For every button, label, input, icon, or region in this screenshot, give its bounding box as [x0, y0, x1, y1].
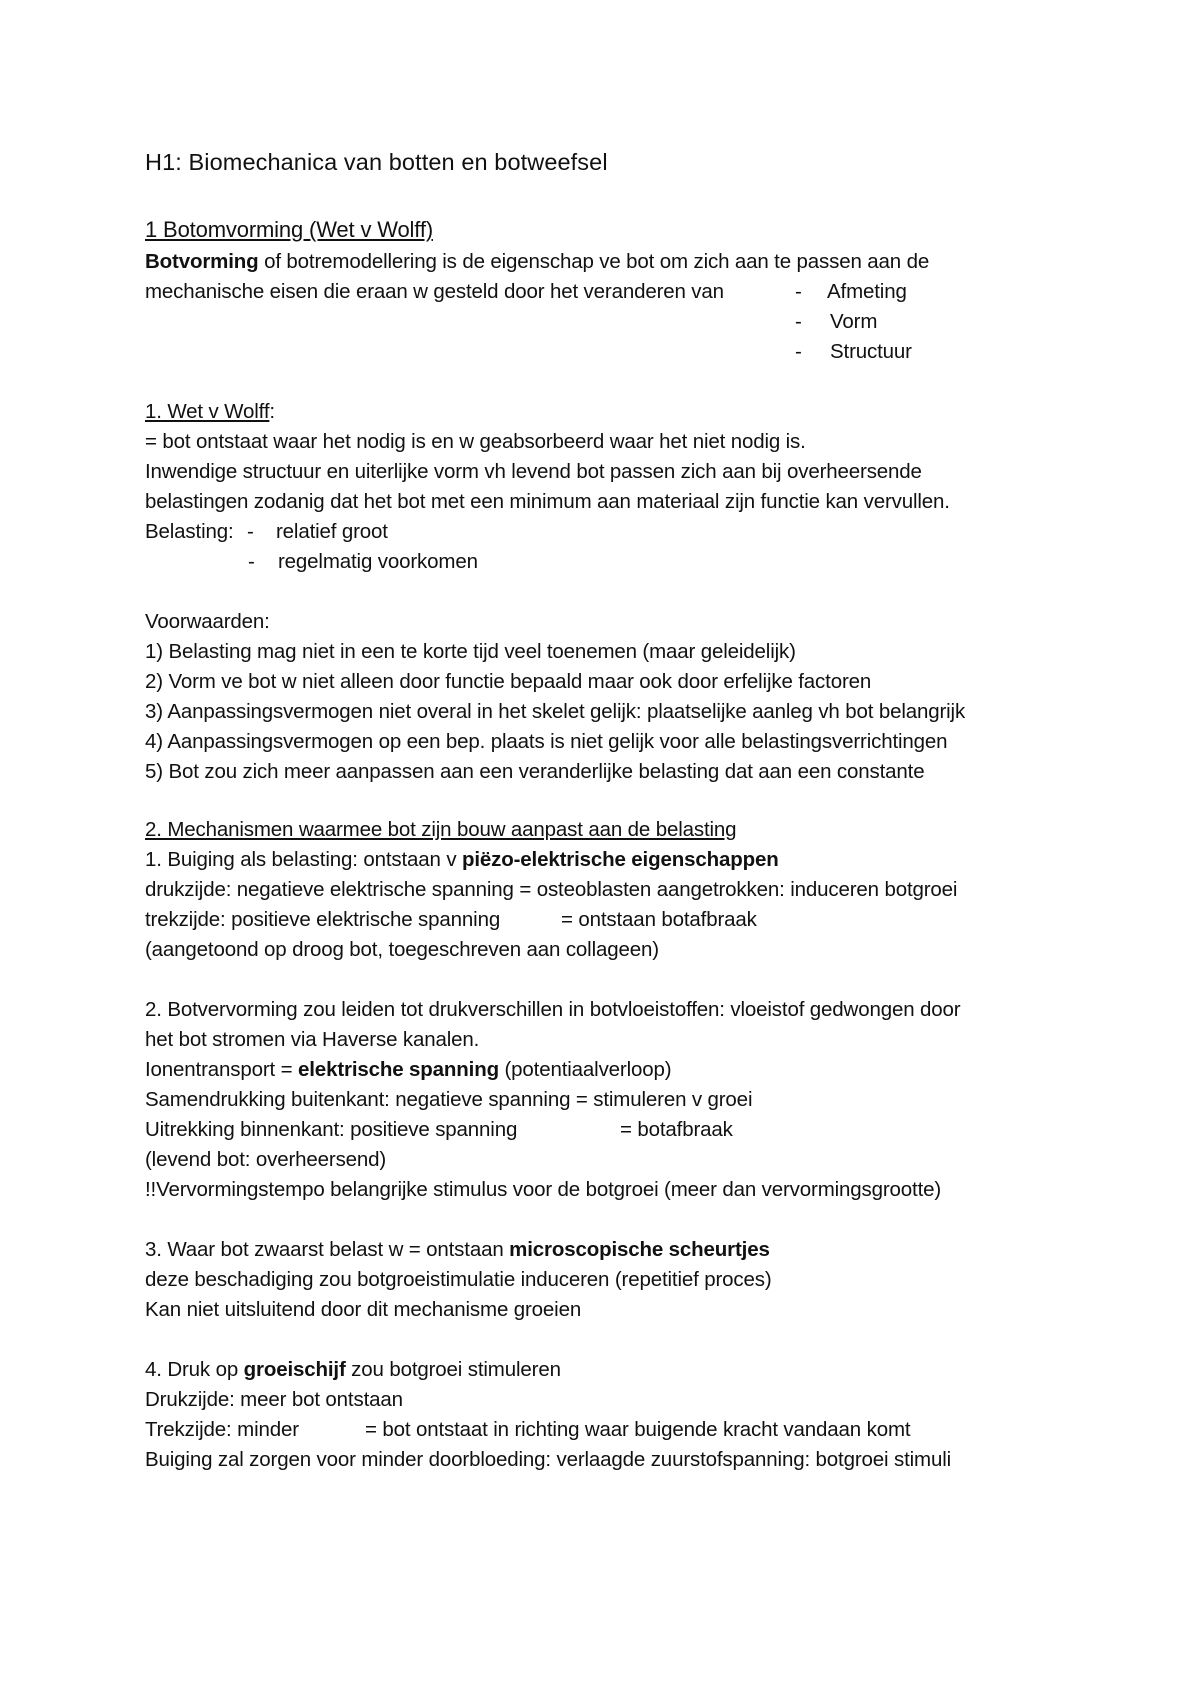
- mechanisme-2-line-5-result: = botafbraak: [620, 1118, 733, 1141]
- mechanisme-4-line-2: Drukzijde: meer bot ontstaan: [145, 1388, 403, 1411]
- voorwaarde-1: 1) Belasting mag niet in een te korte tijd veel toenemen (maar geleidelijk): [145, 640, 796, 663]
- mechanisme-4-line-3-result: = bot ontstaat in richting waar buigende kracht vandaan komt: [365, 1418, 911, 1441]
- wolff-desc-2: belastingen zodanig dat het bot met een minimum aan materiaal zijn functie kan vervullen.: [145, 490, 950, 513]
- term-microscopische-scheurtjes: microscopische scheurtjes: [509, 1238, 770, 1261]
- mechanisme-2-line-5: Uitrekking binnenkant: positieve spanning: [145, 1118, 518, 1141]
- mechanisme-4-line-3: Trekzijde: minder: [145, 1418, 299, 1441]
- mechanisme-4-text-end: zou botgroei stimuleren: [345, 1358, 561, 1381]
- potentiaalverloop-text: (potentiaalverloop): [498, 1058, 672, 1081]
- document-title: H1: Biomechanica van botten en botweefsel: [145, 149, 608, 175]
- term-botvorming: Botvorming: [145, 250, 259, 273]
- mechanisme-1-line-3-result: = ontstaan botafbraak: [561, 908, 757, 931]
- mechanisme-1-line-2: drukzijde: negatieve elektrische spanning = osteoblasten aangetrokken: induceren botgroei: [145, 878, 958, 901]
- intro-line-2: mechanische eisen die eraan w gesteld door het veranderen van: [145, 280, 724, 303]
- list-dash: -: [248, 550, 255, 573]
- wolff-desc-1: Inwendige structuur en uiterlijke vorm vh levend bot passen zich aan bij overheersende: [145, 460, 922, 483]
- wolff-heading: 1. Wet v Wolff: [145, 400, 270, 423]
- mechanisme-1-line-1: [145, 848, 779, 872]
- belasting-item-2: regelmatig voorkomen: [278, 550, 478, 573]
- list-dash: -: [795, 310, 802, 333]
- mechanisme-2-line-7: !!Vervormingstempo belangrijke stimulus voor de botgroei (meer dan vervormingsgrootte): [145, 1178, 942, 1201]
- mechanisme-2-line-1: 2. Botvervorming zou leiden tot drukverschillen in botvloeistoffen: vloeistof gedwongen door: [145, 998, 961, 1021]
- mechanismen-heading: 2. Mechanismen waarmee bot zijn bouw aanpast aan de belasting: [145, 818, 737, 841]
- mechanisme-2-line-2: het bot stromen via Haverse kanalen.: [145, 1028, 480, 1051]
- voorwaarde-2: 2) Vorm ve bot w niet alleen door functie bepaald maar ook door erfelijke factoren: [145, 670, 872, 693]
- mechanisme-4-line-4: Buiging zal zorgen voor minder doorbloeding: verlaagde zuurstofspanning: botgroei stimuli: [145, 1448, 951, 1471]
- mechanisme-1-text: 1. Buiging als belasting: ontstaan v: [145, 848, 462, 871]
- mechanisme-4-line-1: [145, 1358, 561, 1382]
- voorwaarden-label: Voorwaarden:: [145, 610, 270, 633]
- mechanisme-2-line-3: [145, 1058, 671, 1082]
- term-groeischijf: groeischijf: [243, 1358, 346, 1381]
- mechanisme-2-line-4: Samendrukking buitenkant: negatieve spanning = stimuleren v groei: [145, 1088, 753, 1111]
- mechanisme-3-line-2: deze beschadiging zou botgroeistimulatie induceren (repetitief proces): [145, 1268, 772, 1291]
- mechanisme-3-line-1: [145, 1238, 770, 1262]
- term-piezo: piëzo-elektrische eigenschappen: [461, 848, 779, 871]
- belasting-item-1: relatief groot: [276, 520, 388, 543]
- list-dash: -: [795, 280, 802, 303]
- list-item-vorm: Vorm: [830, 310, 878, 333]
- voorwaarde-5: 5) Bot zou zich meer aanpassen aan een veranderlijke belasting dat aan een constante: [145, 760, 925, 783]
- intro-line-1-text: of botremodellering is de eigenschap ve bot om zich aan te passen aan de: [258, 250, 930, 273]
- mechanisme-3-line-3: Kan niet uitsluitend door dit mechanisme groeien: [145, 1298, 582, 1321]
- voorwaarde-4: 4) Aanpassingsvermogen op een bep. plaats is niet gelijk voor alle belastingsverrichtingen: [145, 730, 948, 753]
- voorwaarde-3: 3) Aanpassingsvermogen niet overal in het skelet gelijk: plaatselijke aanleg vh bot belangrijk: [145, 700, 966, 723]
- section-heading-botomvorming: 1 Botomvorming (Wet v Wolff): [145, 217, 433, 242]
- list-item-structuur: Structuur: [830, 340, 912, 363]
- mechanisme-1-line-3: trekzijde: positieve elektrische spanning: [145, 908, 501, 931]
- intro-line-1: [145, 250, 929, 274]
- list-dash: -: [247, 520, 254, 543]
- wolff-definition: = bot ontstaat waar het nodig is en w geabsorbeerd waar het niet nodig is.: [145, 430, 806, 453]
- mechanisme-2-line-6: (levend bot: overheersend): [145, 1148, 387, 1171]
- wolff-heading-line: [145, 400, 275, 424]
- list-dash: -: [795, 340, 802, 363]
- wolff-colon: :: [269, 400, 275, 423]
- term-elektrische-spanning: elektrische spanning: [298, 1058, 499, 1081]
- mechanisme-3-text: 3. Waar bot zwaarst belast w = ontstaan: [145, 1238, 510, 1261]
- ionentransport-text: Ionentransport =: [145, 1058, 299, 1081]
- mechanisme-4-text: 4. Druk op: [145, 1358, 244, 1381]
- list-item-afmeting: Afmeting: [827, 280, 907, 303]
- mechanisme-1-line-4: (aangetoond op droog bot, toegeschreven aan collageen): [145, 938, 659, 961]
- belasting-label: Belasting:: [145, 520, 234, 543]
